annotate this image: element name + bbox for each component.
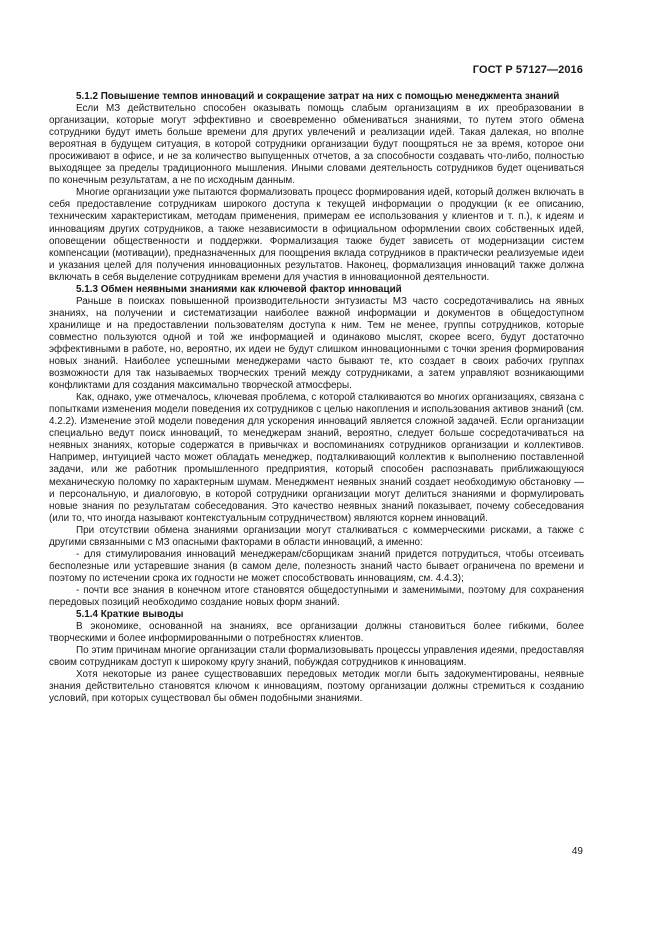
paragraph: В экономике, основанной на знаниях, все организации должны становиться более гибкими, более творческими и более информированными о потребностях клиентов. bbox=[49, 621, 584, 645]
paragraph: При отсутствии обмена знаниями организации могут сталкиваться с коммерческими рисками, а также с другими связанными с МЗ опасными факторами в области инноваций, а именно: bbox=[49, 524, 584, 548]
paragraph: По этим причинам многие организации стали формализовывать процессы управления идеями, предоставляя своим сотрудникам доступ к широкому кругу знаний, побуждая сотрудников к инновациям. bbox=[49, 645, 584, 669]
paragraph: Раньше в поисках повышенной производительности энтузиасты МЗ часто сосредотачивались на явных знаниях, на получении и систематизации наиболее важной информации и документов в общедоступном хранилище и на предоставлении пользователям доступа к ним. Тем не менее, группы сотрудников, которые совместно пользуются одной и той же информацией и одинаково мыслят, скорее всего, будут достаточно эффективными в работе, но, вероятно, их идеи не будут слишком инновационными с точки зрения формирования новых знаний. Наиболее успешными менеджерами часто бывают те, кто создает в своих рабочих группах возможности для так называемых творческих трений между сотрудниками, а затем управляют возникающими конфликтами для создания максимально творческой атмосферы. bbox=[49, 295, 584, 392]
section-heading: 5.1.4 Краткие выводы bbox=[76, 609, 184, 621]
document-body bbox=[49, 91, 584, 705]
paragraph: Хотя некоторые из ранее существовавших передовых методик могли быть задокументированы, неявные знания действительно становятся ключом к инновациям, поэтому организации должны стремиться к созданию условий, при которых существовал бы обмен подобными знаниями. bbox=[49, 669, 584, 705]
section-heading: 5.1.3 Обмен неявными знаниями как ключевой фактор инноваций bbox=[76, 283, 402, 295]
list-item: - почти все знания в конечном итоге становятся общедоступными и заменимыми, поэтому для сохранения передовых позиций необходимо создание новых форм знаний. bbox=[49, 584, 584, 608]
list-item: - для стимулирования инноваций менеджерам/сборщикам знаний придется потрудиться, чтобы отсеивать бесполезные или устаревшие знания (в самом деле, полезность знаний часто бывает ограничена по времени и поэтому по истечении срока их годности не может способствовать инновациям, см. 4.4.3); bbox=[49, 548, 584, 584]
paragraph: Если МЗ действительно способен оказывать помощь слабым организациям в их преобразовании в организации, которые могут эффективно и своевременно обмениваться знаниями, то путем этого обмена сотрудники будут иметь больше времени для других увлечений и реализации идей. Такая далекая, но вполне вероятная в будущем ситуация, в которой сотрудники организации будут поощряться не за время, которое они просиживают в офисе, и не за количество выпущенных отчетов, а за способности создавать что-либо, полностью выходящее за пределы традиционного мышления. Иными словами деятельность сотрудников будет оцениваться по конечным результатам, а не по исходным данным. bbox=[49, 103, 584, 187]
paragraph: Как, однако, уже отмечалось, ключевая проблема, с которой сталкиваются во многих организациях, связана с попытками изменения модели поведения их сотрудников с целью накопления и использования активов знаний (см. 4.2.2). Изменение этой модели поведения для ускорения инноваций является сложной задачей. Если организации специально ведут поиск инноваций, то менеджерам знаний, вероятно, следует больше сосредотачиваться на неявных знаниях, которые содержатся в привычках и воспоминаниях сотрудников организации и коллективов. Например, интуицией часто может обладать менеджер, подталкивающий коллектив к выполнению поставленной задачи, или же работник промышленного предприятия, который способен распознавать приближающуюся механическую поломку по характерным шумам. Менеджмент неявных знаний создает необходимую обстановку — и персональную, и диалоговую, в которой сотрудники организации могут делиться знаниями и формулировать новые знания по результатам собеседования. Это качество неявных знаний показывает, почему собеседования (или то, что иногда называют контекстуальным сотрудничеством) являются корнем инноваций. bbox=[49, 392, 584, 524]
document-code: ГОСТ Р 57127—2016 bbox=[472, 64, 583, 76]
section-heading: 5.1.2 Повышение темпов инноваций и сокращение затрат на них с помощью менеджмента знаний bbox=[76, 91, 560, 102]
page-number: 49 bbox=[571, 846, 583, 857]
paragraph: Многие организации уже пытаются формализовать процесс формирования идей, который должен включать в себя предоставление сотрудникам широкого доступа к текущей информации о продукции (к ее описанию, техническим характеристикам, методам применения, примерам ее использования у клиентов и т. п.), к идеям и инновациям других сотрудников, а также независимости в официальном оформлении своих собственных идей, оповещении общественности и поддержки. Формализация также будет зависеть от модернизации систем компенсации (мотивации), предназначенных для поощрения вклада сотрудников в практически реализуемые идеи и указания целей для получения инновационных результатов. Наконец, формализация инноваций также должна включать в себя выделение сотрудникам времени для участия в инновационной деятельности. bbox=[49, 187, 584, 283]
